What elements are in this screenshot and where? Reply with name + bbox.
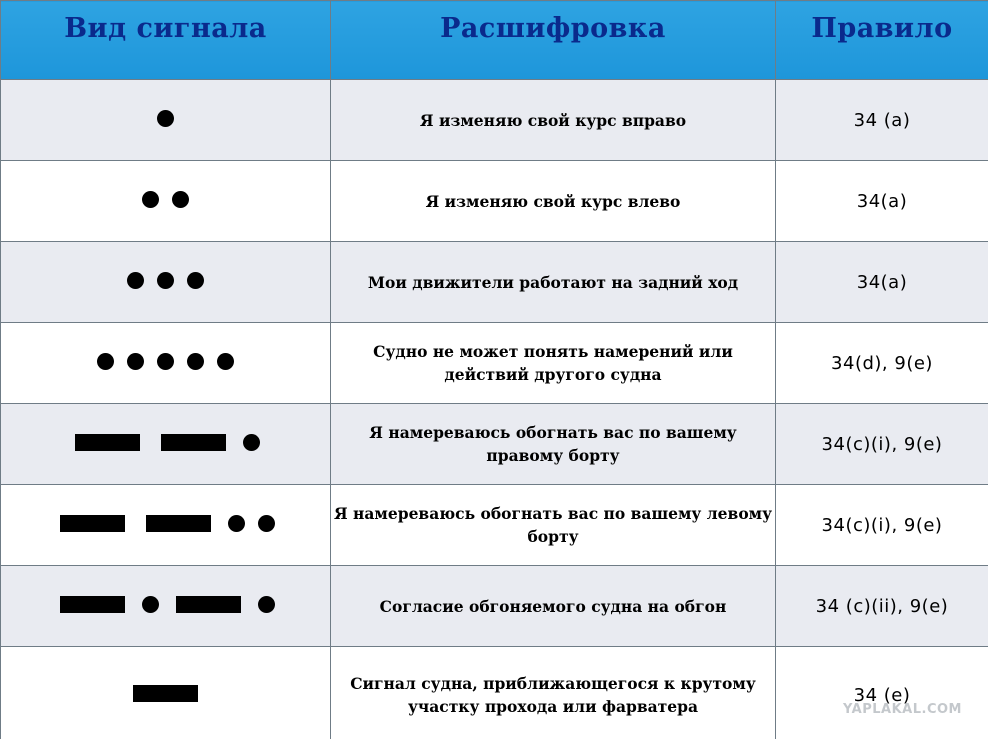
short-blast-dot xyxy=(157,272,174,289)
short-blast-dot xyxy=(172,191,189,208)
table-row xyxy=(1,242,988,323)
short-blast-dot xyxy=(127,353,144,370)
meaning-cell: Согласие обгоняемого судна на обгон xyxy=(331,566,776,647)
short-blast-dot xyxy=(127,272,144,289)
header-signal: Вид сигнала xyxy=(1,1,331,80)
short-blast-dot xyxy=(258,515,275,532)
signal-cell xyxy=(1,161,331,242)
table-row xyxy=(1,323,988,404)
long-blast-dash xyxy=(75,434,140,451)
rule-cell: 34(a) xyxy=(776,242,988,323)
signal-cell xyxy=(1,80,331,161)
signal-cell xyxy=(1,404,331,485)
meaning-cell: Судно не может понять намерений или действий другого судна xyxy=(331,323,776,404)
short-blast-dot xyxy=(187,353,204,370)
meaning-cell: Я изменяю свой курс влево xyxy=(331,161,776,242)
signal-pattern xyxy=(56,515,275,532)
meaning-cell: Я намереваюсь обогнать вас по вашему левому борту xyxy=(331,485,776,566)
signal-cell xyxy=(1,566,331,647)
rule-cell: 34(a) xyxy=(776,161,988,242)
short-blast-dot xyxy=(97,353,114,370)
long-blast-dash xyxy=(161,434,226,451)
table-row xyxy=(1,485,988,566)
header-meaning: Расшифровка xyxy=(331,1,776,80)
long-blast-dash xyxy=(176,596,241,613)
short-blast-dot xyxy=(157,110,174,127)
rule-cell: 34(c)(i), 9(e) xyxy=(776,404,988,485)
header-rule: Правило xyxy=(776,1,988,80)
rule-cell: 34(c)(i), 9(e) xyxy=(776,485,988,566)
short-blast-dot xyxy=(217,353,234,370)
table-row xyxy=(1,80,988,161)
rule-cell: 34(d), 9(e) xyxy=(776,323,988,404)
signal-pattern xyxy=(56,596,275,613)
short-blast-dot xyxy=(142,191,159,208)
rule-cell: 34 (e) xyxy=(776,647,988,739)
meaning-cell: Я изменяю свой курс вправо xyxy=(331,80,776,161)
signal-pattern xyxy=(142,191,189,208)
long-blast-dash xyxy=(60,596,125,613)
signal-pattern xyxy=(71,434,260,451)
short-blast-dot xyxy=(187,272,204,289)
long-blast-dash xyxy=(60,515,125,532)
signal-pattern xyxy=(127,272,204,289)
short-blast-dot xyxy=(157,353,174,370)
table-row xyxy=(1,647,988,739)
signal-cell xyxy=(1,323,331,404)
short-blast-dot xyxy=(142,596,159,613)
meaning-cell: Сигнал судна, приближающегося к крутому участку прохода или фарватера xyxy=(331,647,776,739)
signal-pattern xyxy=(97,353,234,370)
watermark: YAPLAKAL.COM xyxy=(843,702,962,717)
table-row xyxy=(1,566,988,647)
short-blast-dot xyxy=(228,515,245,532)
header-row xyxy=(1,1,988,80)
table-row xyxy=(1,161,988,242)
short-blast-dot xyxy=(243,434,260,451)
rule-cell: 34 (a) xyxy=(776,80,988,161)
signal-cell xyxy=(1,647,331,739)
signal-cell xyxy=(1,485,331,566)
signal-pattern xyxy=(129,685,202,702)
long-blast-dash xyxy=(133,685,198,702)
rule-cell: 34 (c)(ii), 9(e) xyxy=(776,566,988,647)
meaning-cell: Мои движители работают на задний ход xyxy=(331,242,776,323)
meaning-cell: Я намереваюсь обогнать вас по вашему правому борту xyxy=(331,404,776,485)
short-blast-dot xyxy=(258,596,275,613)
signal-cell xyxy=(1,242,331,323)
long-blast-dash xyxy=(146,515,211,532)
table-row xyxy=(1,404,988,485)
signal-pattern xyxy=(157,110,174,127)
